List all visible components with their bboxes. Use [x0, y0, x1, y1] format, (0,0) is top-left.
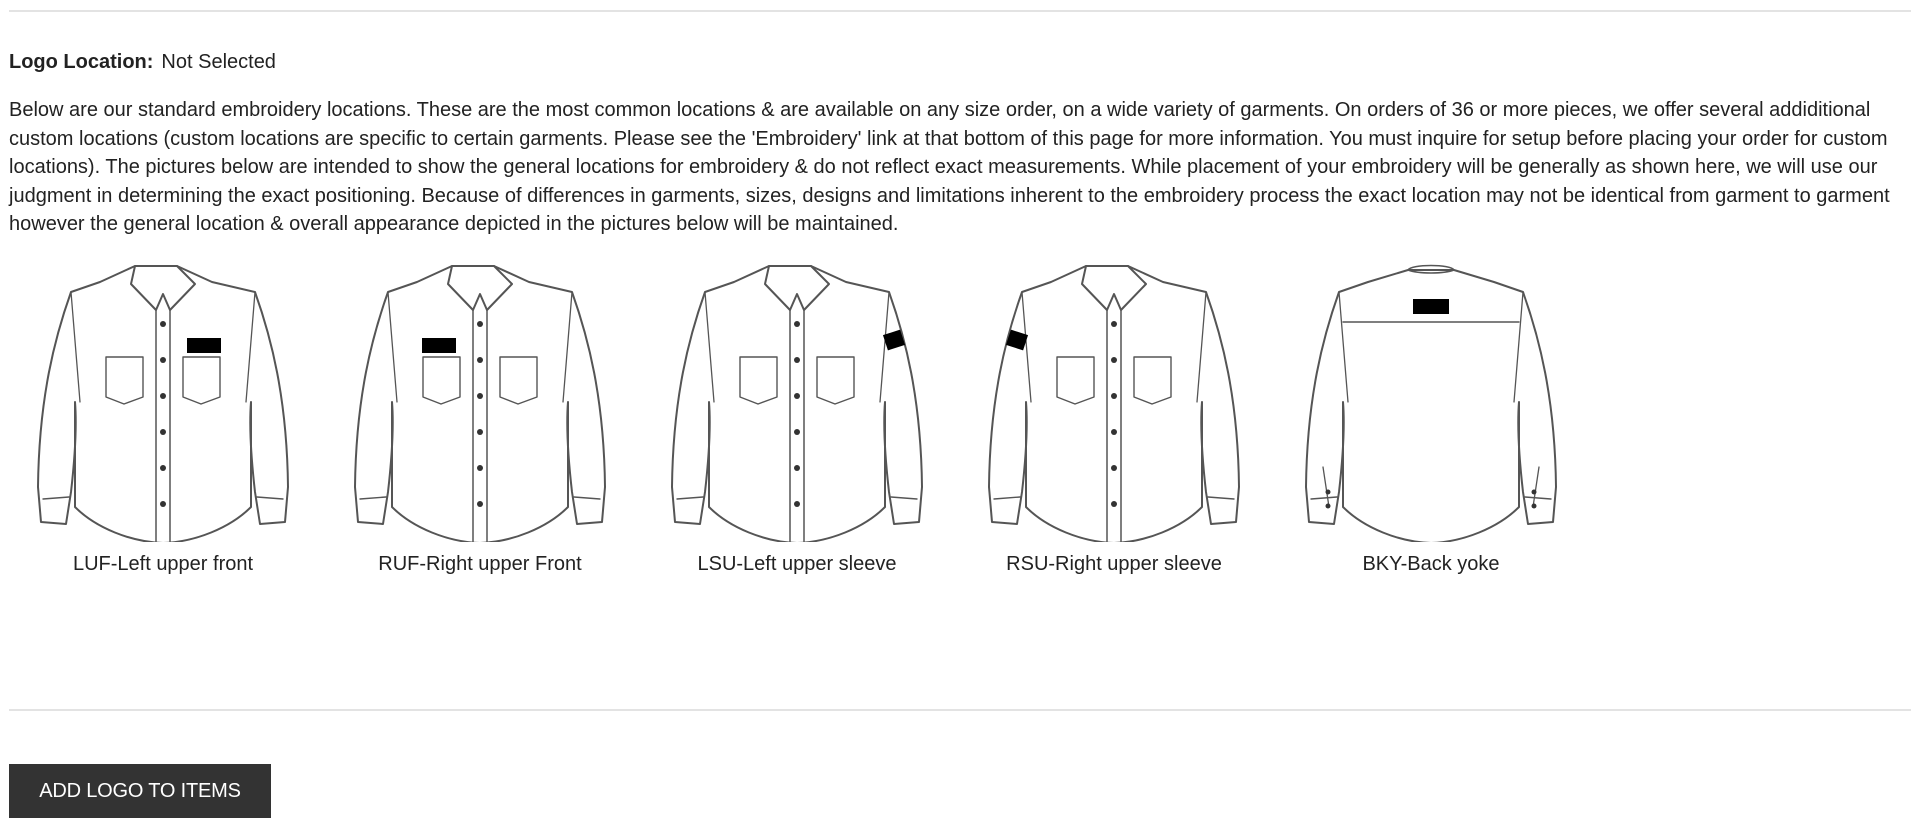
shirt-back-icon[interactable]: [1273, 262, 1589, 542]
logo-location-label: Logo Location:: [9, 51, 154, 73]
location-option-bky[interactable]: [1273, 262, 1589, 582]
location-option-lsu[interactable]: [639, 262, 955, 582]
logo-mark: [422, 338, 456, 353]
bottom-divider: [9, 709, 1911, 711]
embroidery-description: Below are our standard embroidery locations. These are the most common locations & are available on any size order, on a wide variety of garments. On orders of 36 or more pieces, we offer several addiditional custom locations (custom locations are specific to certain garments. Please see the 'Embroidery' link at that bottom of this page for more information. You must inquire for setup before placing your order for custom locations). The pictures below are intended to show the general locations for embroidery & do not reflect exact measurements. While placement of your embroidery will be generally as shown here, we will use our judgment in determining the exact positioning. Because of differences in garments, sizes, designs and limitations inherent to the embroidery process the exact location may not be identical from garment to garment however the general location & overall appearance depicted in the pictures below will be maintained.: [9, 99, 1890, 235]
top-divider: [9, 10, 1911, 12]
logo-location-value: Not Selected: [161, 51, 276, 73]
location-caption: LUF-Left upper front: [72, 553, 254, 575]
logo-mark: [1413, 299, 1449, 314]
shirt-front-icon[interactable]: [956, 262, 1272, 542]
shirt-front-icon[interactable]: [5, 262, 321, 542]
shirt-front-icon[interactable]: [639, 262, 955, 542]
embroidery-location-options: [0, 262, 1600, 582]
logo-mark: [187, 338, 221, 353]
logo-location-status: [9, 50, 276, 74]
location-option-ruf[interactable]: [322, 262, 638, 582]
location-caption: RUF-Right upper Front: [378, 553, 582, 575]
location-option-luf[interactable]: [5, 262, 321, 582]
location-caption: RSU-Right upper sleeve: [1006, 553, 1222, 575]
shirt-front-icon[interactable]: [322, 262, 638, 542]
location-caption: LSU-Left upper sleeve: [697, 553, 897, 575]
add-logo-to-items-button[interactable]: ADD LOGO TO ITEMS: [9, 764, 271, 818]
location-option-rsu[interactable]: [956, 262, 1272, 582]
location-caption: BKY-Back yoke: [1362, 553, 1500, 575]
